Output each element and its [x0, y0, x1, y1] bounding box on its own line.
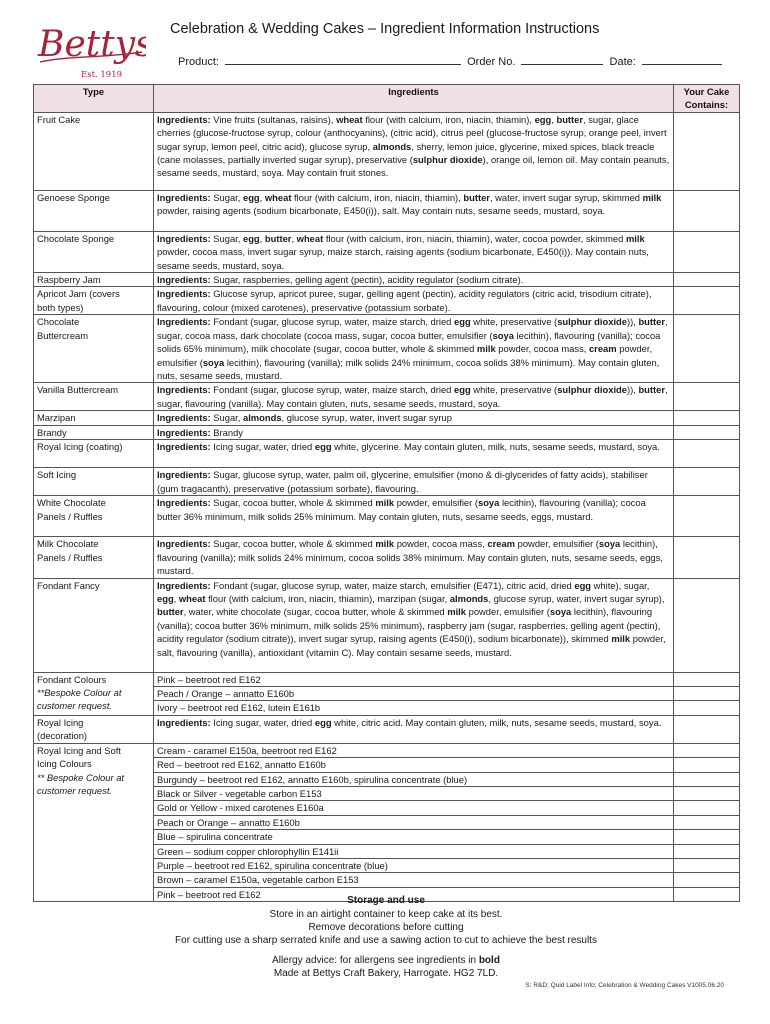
ingredient-text: lecithin), flavouring (vanilla); milk solids 24% minimum, cocoa solids 38% minimum. May contain gluten, nuts, sesame seeds, eggs, mustard.	[157, 538, 663, 577]
your-cake-checkbox-cell[interactable]	[674, 758, 740, 772]
allergen-bold: butter	[463, 191, 490, 203]
your-cake-checkbox-cell[interactable]	[674, 815, 740, 829]
ingredients-cell	[154, 786, 674, 800]
your-cake-checkbox-cell[interactable]	[674, 873, 740, 887]
ingredients-cell	[154, 112, 674, 190]
ingredient-text: powder, emulsifier (	[157, 343, 653, 368]
page-title: Celebration & Wedding Cakes – Ingredient Information Instructions	[170, 21, 600, 37]
allergen-bold: almonds	[242, 412, 282, 424]
ingredient-text: powder, emulsifier (	[394, 497, 478, 509]
allergen-bold: milk	[642, 191, 662, 203]
ingredient-text: Brandy	[210, 426, 243, 438]
your-cake-checkbox-cell[interactable]	[674, 112, 740, 190]
allergen-bold: wheat	[296, 232, 324, 244]
your-cake-checkbox-cell[interactable]	[674, 772, 740, 786]
ingredient-text: lecithin), flavouring (vanilla); cocoa butter 36% minimum, milk solids 25% minimum. May contain gluten, nuts, sesame seeds, eggs, mustard.	[157, 497, 646, 522]
ingredients-cell	[154, 468, 674, 496]
allergen-bold: egg	[454, 316, 471, 328]
type-label: Chocolate Sponge	[37, 232, 115, 244]
allergen-bold: milk	[476, 343, 496, 355]
ingredient-text: white, preservative (	[470, 384, 558, 396]
allergen-bold: Ingredients:	[157, 469, 211, 481]
allergen-bold: butter	[638, 384, 666, 396]
ingredient-text: Icing sugar, water, dried	[210, 716, 315, 728]
allergen-bold: egg	[242, 191, 260, 203]
ingredients-cell	[154, 231, 674, 272]
ingredients-cell	[154, 758, 674, 772]
allergen-bold: cream	[588, 343, 617, 355]
your-cake-checkbox-cell[interactable]	[674, 686, 740, 700]
ingredient-text: Fondant (sugar, glucose syrup, water, maize starch, dried	[210, 316, 455, 328]
type-label: Royal Icing	[37, 716, 84, 728]
ingredient-table	[33, 84, 740, 902]
ingredient-text: ,	[173, 592, 179, 604]
ingredient-text: )),	[626, 316, 639, 328]
your-cake-checkbox-cell[interactable]	[674, 273, 740, 287]
ingredient-text: flour (with calcium, iron, niacin, thiamin), water, cocoa powder, skimmed	[323, 232, 626, 244]
ingredient-text: Sugar, cocoa butter, whole & skimmed	[210, 538, 376, 550]
table-row	[34, 112, 740, 190]
ingredients-cell	[154, 315, 674, 383]
colour-text: Cream - caramel E150a, beetroot red E162	[157, 744, 337, 756]
type-cell	[34, 190, 154, 231]
allergen-bold: milk	[625, 232, 645, 244]
allergen-bold: egg	[242, 232, 260, 244]
ingredient-text: Icing sugar, water, dried	[210, 441, 315, 453]
ingredients-cell	[154, 686, 674, 700]
allergen-bold: Ingredients:	[157, 316, 211, 328]
allergen-bold: cream	[487, 538, 516, 550]
made-at: Made at Bettys Craft Bakery, Harrogate. HG2 7LD.	[273, 968, 499, 979]
ingredient-text: flour (with calcium, iron, niacin, thiamin),	[362, 113, 535, 125]
ingredient-text: white), sugar,	[591, 579, 650, 591]
allergen-bold: soya	[477, 497, 500, 509]
type-label: Fondant Colours	[37, 673, 107, 685]
allergen-bold: butter	[556, 113, 584, 125]
colour-text: Green – sodium copper chlorophyllin E141ii	[157, 845, 339, 857]
allergen-bold: Ingredients:	[157, 274, 211, 286]
allergen-bold: soya	[202, 356, 225, 368]
allergen-bold: soya	[549, 606, 572, 618]
ingredient-text: Vine fruits (sultanas, raisins),	[210, 113, 337, 125]
ingredient-text: powder, cocoa mass,	[394, 538, 488, 550]
table-row	[34, 315, 740, 383]
allergen-bold: soya	[598, 538, 621, 550]
colour-text: Peach / Orange – annatto E160b	[157, 687, 295, 699]
type-label: Apricot Jam (covers	[37, 288, 120, 300]
your-cake-checkbox-cell[interactable]	[674, 425, 740, 439]
storage-line-1: Store in an airtight container to keep cake at its best.	[269, 909, 503, 920]
ingredient-text: , sherry, lemon juice, glycerine, mixed spices, black treacle (cane molasses, partially inverted sugar syrup), preservative (	[157, 140, 655, 166]
allergen-bold: sulphur dioxide	[557, 316, 627, 328]
storage-title: Storage and use	[347, 895, 425, 906]
ingredients-cell	[154, 801, 674, 815]
type-label: customer request.	[37, 700, 113, 712]
ingredient-text: Glucose syrup, apricot puree, sugar, gelling agent (pectin), acidity regulators (citric acid, trisodium citrate), flavouring, colour (mixed carotenes), preservative (potassium sorbate).	[157, 288, 652, 313]
ingredient-text: white, citric acid. May contain gluten, milk, nuts, sesame seeds, mustard, soya.	[331, 716, 662, 728]
allergen-bold: wheat	[264, 191, 292, 203]
allergen-bold: Ingredients:	[157, 579, 211, 591]
type-label: Genoese Sponge	[37, 191, 110, 203]
type-label: Chocolate	[37, 316, 80, 328]
ingredient-text: Sugar, cocoa butter, whole & skimmed	[210, 497, 376, 509]
ingredients-cell	[154, 190, 674, 231]
type-label: both types)	[37, 301, 84, 313]
ingredients-cell	[154, 383, 674, 411]
type-cell	[34, 273, 154, 287]
ingredient-text: flour (with calcium, iron, niacin, thiamin),	[291, 191, 464, 203]
allergen-bold: Ingredients:	[157, 288, 211, 300]
allergen-bold: milk	[447, 606, 466, 618]
your-cake-checkbox-cell[interactable]	[674, 786, 740, 800]
table-row	[34, 190, 740, 231]
allergen-bold: wheat	[178, 592, 206, 604]
ingredients-cell	[154, 715, 674, 743]
allergen-bold: milk	[375, 497, 395, 509]
colour-text: Pink – beetroot red E162	[157, 888, 261, 900]
allergen-bold: Ingredients:	[157, 426, 211, 438]
type-cell	[34, 383, 154, 411]
your-cake-checkbox-cell[interactable]	[674, 537, 740, 578]
allergen-bold: wheat	[336, 113, 363, 125]
bettys-logo	[34, 18, 146, 80]
table-row	[34, 231, 740, 272]
ingredient-text: ,	[259, 232, 265, 244]
ingredient-text: Sugar,	[210, 412, 243, 424]
type-label: Royal Icing and Soft	[37, 744, 121, 756]
your-cake-checkbox-cell[interactable]	[674, 830, 740, 844]
table-row	[34, 411, 740, 425]
your-cake-checkbox-cell[interactable]	[674, 440, 740, 468]
ingredient-text: white, glycerine. May contain gluten, milk, nuts, sesame seeds, mustard, soya.	[331, 441, 660, 453]
type-label: Marzipan	[37, 412, 76, 424]
ingredient-text: , glucose syrup, water, invert sugar syrup),	[488, 592, 665, 604]
type-label: Buttercream	[37, 329, 89, 341]
ingredients-cell	[154, 440, 674, 468]
your-cake-checkbox-cell[interactable]	[674, 701, 740, 715]
ingredient-text: ,	[291, 232, 297, 244]
allergen-bold: egg	[454, 384, 471, 396]
storage-line-2: Remove decorations before cutting	[308, 922, 464, 933]
ingredient-text: powder, raising agents (sodium bicarbonate, E450(i)), salt. May contain nuts, sesame seeds, mustard, soya.	[157, 205, 606, 217]
type-cell	[34, 411, 154, 425]
ingredient-text: Sugar,	[210, 232, 243, 244]
colour-text: Burgundy – beetroot red E162, annatto E160b, spirulina concentrate (blue)	[157, 773, 468, 785]
ingredient-text: ,	[259, 191, 265, 203]
ingredients-cell	[154, 772, 674, 786]
allergen-bold: Ingredients:	[157, 113, 211, 125]
table-row	[34, 496, 740, 537]
type-cell	[34, 537, 154, 578]
your-cake-checkbox-cell[interactable]	[674, 672, 740, 686]
ingredient-text: lecithin), flavouring (vanilla); milk solids 24% minimum, cocoa solids 38% minimum). May contain gluten, nuts, sesame seeds, mustard.	[157, 356, 660, 382]
allergen-bold: soya	[492, 329, 514, 341]
type-label: Raspberry Jam	[37, 274, 101, 286]
ingredient-text: powder, cocoa mass, invert sugar syrup, maize starch, raising agents (sodium bicarbonate, E450(i)). May contain nuts, sesame seeds, mustard, soya.	[157, 246, 649, 271]
ingredient-text: powder, cocoa mass,	[495, 343, 589, 355]
ingredient-text: flour (with calcium, iron, niacin, thiamin), marzipan (sugar,	[205, 592, 450, 604]
allergy-prefix: Allergy advice: for allergens see ingredients in	[272, 955, 479, 966]
storage-line-3: For cutting use a sharp serrated knife and use a sawing action to cut to achieve the best results	[175, 935, 597, 946]
your-cake-checkbox-cell[interactable]	[674, 190, 740, 231]
date-label: Date:	[609, 56, 636, 68]
allergen-bold: milk	[375, 538, 395, 550]
type-label: ** Bespoke Colour at	[37, 771, 125, 783]
your-cake-checkbox-cell[interactable]	[674, 715, 740, 743]
ingredient-text: Sugar, raspberries, gelling agent (pectin), acidity regulator (sodium citrate).	[210, 274, 524, 286]
type-label: Milk Chocolate	[37, 538, 99, 550]
ingredients-cell	[154, 672, 674, 686]
version-code: S: R&D; Quid Label Info; Celebration & Wedding Cakes V1005.06.20	[525, 982, 724, 989]
allergen-bold: Ingredients:	[157, 538, 211, 550]
ingredient-text: powder, salt, flavouring (vanilla), antioxidant (vitamin C). May contain sesame seeds, mustard.	[157, 633, 666, 658]
type-label: Brandy	[37, 426, 67, 438]
colour-text: Brown – caramel E150a, vegetable carbon E153	[157, 874, 359, 886]
type-cell	[34, 440, 154, 468]
ingredient-text: , sugar, flavouring (vanilla). May contain gluten, nuts, sesame seeds, mustard, soya.	[157, 384, 668, 409]
ingredients-cell	[154, 844, 674, 858]
colour-text: Black or Silver - vegetable carbon E153	[157, 787, 322, 799]
allergy-advice	[33, 955, 739, 966]
colour-text: Blue – spirulina concentrate	[157, 831, 273, 843]
allergen-bold: Ingredients:	[157, 441, 211, 453]
allergen-bold: egg	[574, 579, 592, 591]
colour-text: Ivory – beetroot red E162, lutein E161b	[157, 702, 321, 714]
allergen-bold: Ingredients:	[157, 191, 211, 203]
table-row	[34, 672, 740, 686]
your-cake-checkbox-cell[interactable]	[674, 383, 740, 411]
ingredients-cell	[154, 287, 674, 315]
type-label: Royal Icing (coating)	[37, 441, 123, 453]
ingredients-cell	[154, 496, 674, 537]
your-cake-checkbox-cell[interactable]	[674, 468, 740, 496]
ingredients-cell	[154, 743, 674, 757]
ingredient-text: lecithin), flavouring (vanilla); cocoa butter 36% minimum, milk solids 25% minimum), raspberry jam (sugar, raspberries, gelling agent (pectin), acidity regulator (sodium citrate)), invert sugar syrup, raising agents (E450(i), sodium bicarbonate)), skimmed	[157, 606, 661, 645]
your-cake-checkbox-cell[interactable]	[674, 411, 740, 425]
allergen-bold: Ingredients:	[157, 232, 211, 244]
allergen-bold: butter	[264, 232, 292, 244]
allergen-bold: almonds	[372, 140, 412, 152]
ingredient-text: powder, emulsifier (	[515, 538, 599, 550]
ingredient-text: Sugar, glucose syrup, water, palm oil, glycerine, emulsifier (mono & di-glycerides of fatty acids), stabiliser (gum tragacanth), preservative (potassium sorbate), flavouring.	[157, 469, 648, 494]
ingredients-cell	[154, 815, 674, 829]
type-label: Fondant Fancy	[37, 579, 100, 591]
ingredients-cell	[154, 425, 674, 439]
ingredient-text: , sugar, cocoa mass, dark chocolate (cocoa mass, sugar, cocoa butter, emulsifier (	[157, 316, 668, 341]
allergen-bold: egg	[314, 716, 332, 728]
product-label: Product:	[178, 56, 219, 68]
col-type-header: Type	[34, 85, 154, 113]
order-field[interactable]	[521, 55, 603, 65]
ingredient-text: , water, white chocolate (sugar, cocoa butter, whole & skimmed	[183, 606, 448, 618]
type-cell	[34, 578, 154, 672]
allergen-bold: egg	[314, 441, 332, 453]
table-row	[34, 287, 740, 315]
ingredient-text: , water, invert sugar syrup, skimmed	[489, 191, 643, 203]
table-row	[34, 425, 740, 439]
colour-text: Purple – beetroot red E162, spirulina concentrate (blue)	[157, 859, 388, 871]
col-ingredients-header: Ingredients	[154, 85, 674, 113]
ingredient-text: , glucose syrup, water, invert sugar syrup	[281, 412, 452, 424]
table-row	[34, 715, 740, 743]
type-label: Panels / Ruffles	[37, 551, 103, 563]
table-row	[34, 743, 740, 757]
allergen-bold: milk	[611, 633, 631, 645]
ingredients-cell	[154, 273, 674, 287]
your-cake-checkbox-cell[interactable]	[674, 287, 740, 315]
ingredient-text: )),	[626, 384, 639, 396]
colour-text: Red – beetroot red E162, annatto E160b	[157, 759, 326, 771]
allergen-bold: sulphur dioxide	[557, 384, 627, 396]
table-row	[34, 468, 740, 496]
type-label: **Bespoke Colour at	[37, 686, 122, 698]
your-cake-checkbox-cell[interactable]	[674, 578, 740, 672]
your-cake-checkbox-cell[interactable]	[674, 231, 740, 272]
table-row	[34, 537, 740, 578]
ingredient-text: Fondant (sugar, glucose syrup, water, maize starch, emulsifier (E471), citric acid, dried	[210, 579, 575, 591]
your-cake-checkbox-cell[interactable]	[674, 844, 740, 858]
type-cell	[34, 496, 154, 537]
type-cell	[34, 231, 154, 272]
type-label: Fruit Cake	[37, 113, 81, 125]
type-cell	[34, 425, 154, 439]
table-row	[34, 383, 740, 411]
type-cell	[34, 315, 154, 383]
allergen-bold: Ingredients:	[157, 716, 211, 728]
ingredient-text: ), orange oil, lemon oil. May contain peanuts, sesame seeds, mustard, soya. May contain fruit stones.	[157, 154, 670, 179]
type-cell	[34, 743, 154, 901]
your-cake-checkbox-cell[interactable]	[674, 743, 740, 757]
allergen-bold: sulphur dioxide	[412, 154, 483, 166]
allergen-bold: egg	[534, 113, 552, 125]
ingredient-text: Fondant (sugar, glucose syrup, water, maize starch, dried	[210, 384, 455, 396]
ingredients-cell	[154, 701, 674, 715]
ingredients-cell	[154, 537, 674, 578]
allergen-bold: egg	[157, 592, 174, 604]
type-label: Icing Colours	[37, 758, 92, 770]
order-label: Order No.	[467, 56, 516, 68]
ingredient-text: ,	[551, 113, 557, 125]
table-row	[34, 273, 740, 287]
colour-text: Gold or Yellow - mixed carotenes E160a	[157, 802, 324, 814]
colour-text: Pink – beetroot red E162	[157, 673, 261, 685]
type-label: White Chocolate	[37, 497, 106, 509]
type-cell	[34, 672, 154, 715]
allergen-bold: Ingredients:	[157, 412, 211, 424]
allergen-bold: Ingredients:	[157, 497, 211, 509]
allergen-bold: butter	[157, 606, 184, 618]
ingredient-text: powder, emulsifier (	[466, 606, 550, 618]
date-field[interactable]	[642, 55, 722, 65]
product-field[interactable]	[225, 55, 461, 65]
type-label: Soft Icing	[37, 469, 77, 481]
your-cake-checkbox-cell[interactable]	[674, 801, 740, 815]
allergen-bold: butter	[638, 316, 666, 328]
logo-est: Est. 1919	[81, 70, 123, 80]
type-cell	[34, 468, 154, 496]
type-label: (decoration)	[37, 730, 88, 742]
type-label: Panels / Ruffles	[37, 510, 103, 522]
your-cake-checkbox-cell[interactable]	[674, 315, 740, 383]
type-label: Vanilla Buttercream	[37, 384, 119, 396]
type-label: customer request.	[37, 784, 113, 796]
ingredients-cell	[154, 858, 674, 872]
ingredient-text: lecithin), flavouring (vanilla); cocoa solids 65% minimum), milk chocolate (sugar, cocoa butter, whole & skimmed	[157, 329, 661, 355]
type-cell	[34, 287, 154, 315]
type-cell	[34, 715, 154, 743]
allergen-bold: Ingredients:	[157, 384, 211, 396]
allergy-bold: bold	[478, 955, 500, 966]
order-meta	[178, 55, 722, 68]
table-row	[34, 440, 740, 468]
type-cell	[34, 112, 154, 190]
table-row	[34, 578, 740, 672]
col-your-cake-header: Your Cake Contains:	[674, 85, 740, 113]
logo-wordmark: Bettys	[38, 24, 146, 65]
your-cake-checkbox-cell[interactable]	[674, 858, 740, 872]
ingredients-cell	[154, 830, 674, 844]
your-cake-checkbox-cell[interactable]	[674, 496, 740, 537]
ingredient-text: , sugar, glace cherries (glucose-fructose syrup, colour (anthocyanins), (citric acid), citrus peel (glucose-fructose syrup, orange peel, invert sugar syrup, lemon peel, citric acid), glucose syrup,	[157, 113, 667, 152]
ingredient-text: Sugar,	[210, 191, 243, 203]
ingredients-cell	[154, 411, 674, 425]
ingredients-cell	[154, 873, 674, 887]
ingredient-text: white, preservative (	[470, 316, 558, 328]
ingredients-cell	[154, 578, 674, 672]
allergen-bold: almonds	[449, 592, 489, 604]
colour-text: Peach or Orange – annatto E160b	[157, 816, 300, 828]
